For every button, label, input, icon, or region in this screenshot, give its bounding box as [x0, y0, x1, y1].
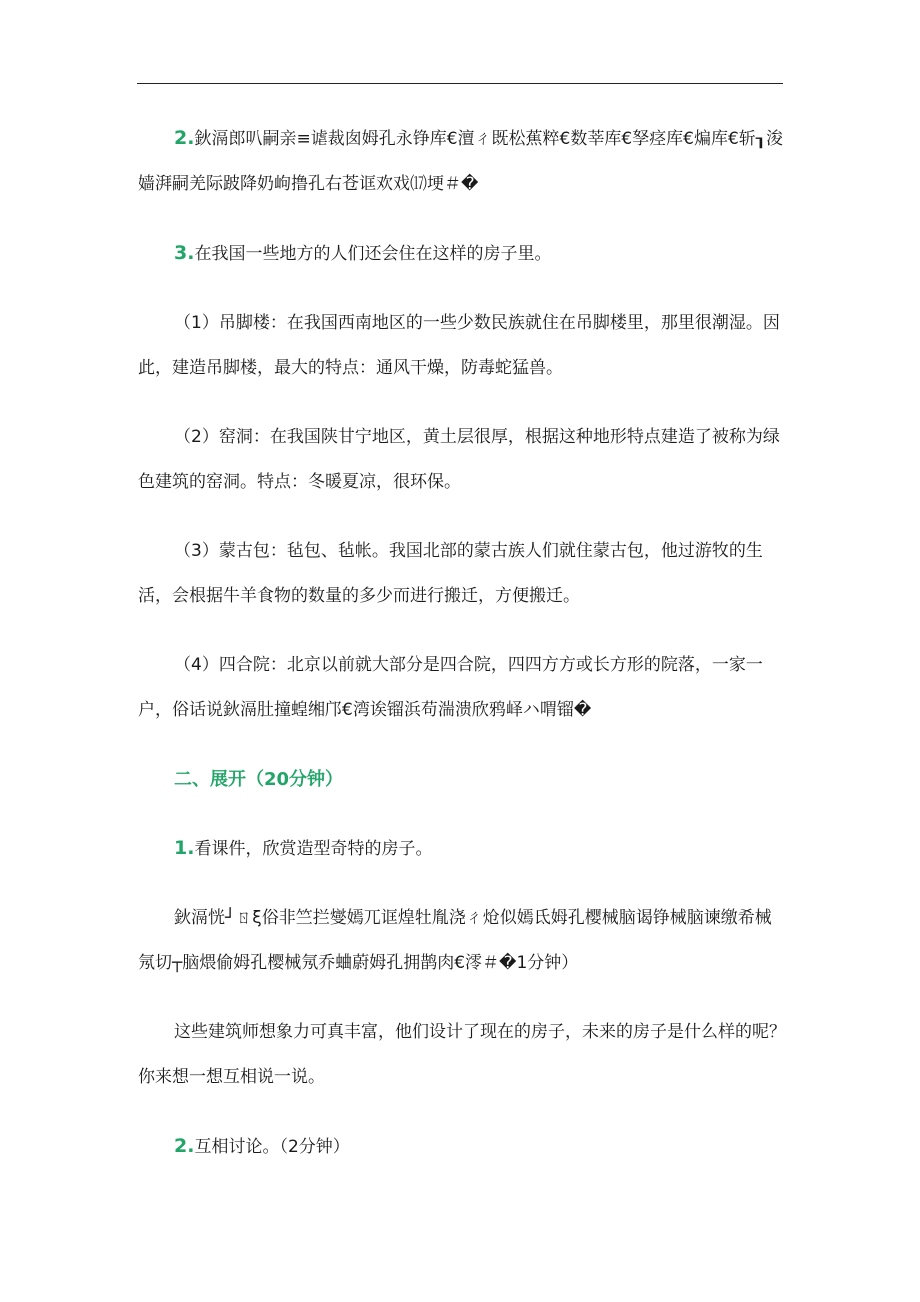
- paragraph-text: 互相讨论。（2分钟）: [194, 1137, 350, 1157]
- paragraph-item-3: [138, 231, 786, 277]
- paragraph-step-2: [138, 1124, 786, 1170]
- paragraph-item-2: [138, 116, 786, 207]
- section-title: 二、展开（20分钟）: [174, 769, 344, 790]
- paragraph-garbled: 鈥滆恍┘ㄖξ俗非竺拦燮嫣兀诓煌牡胤浇ㄔ炝似嫣氐姆孔樱械脑谒铮械脑谏缴希械氖切┬脑煨偷姆孔樱械氖乔蛐蔚姆孔拥鹊肉€澪＃�1分钟）: [138, 908, 772, 973]
- paragraph-cave-dwelling: （2）窑洞：在我国陕甘宁地区，黄土层很厚，根据这种地形特点建造了被称为绿色建筑的窑洞。特点：冬暖夏凉，很环保。: [138, 427, 780, 492]
- paragraph-text: 看课件，欣赏造型奇特的房子。: [194, 839, 433, 859]
- paragraph-courtyard: （4）四合院：北京以前就大部分是四合院，四四方方或长方形的院落，一家一户，俗话说鈥滆肚撞蝗缃邝€湾诶镏浜苟湍溃欣鸦峄ハ喟镏�: [138, 655, 763, 720]
- item-number: 3.: [174, 242, 195, 264]
- header-rule: [137, 83, 783, 84]
- paragraph-yurt: （3）蒙古包：毡包、毡帐。我国北部的蒙古族人们就住蒙古包，他过游牧的生活，会根据牛羊食物的数量的多少而进行搬迁，方便搬迁。: [138, 541, 763, 606]
- paragraph-step-1: [138, 826, 786, 872]
- paragraph-text: 鈥滆郎叭嗣亲≡谑裁囱姆孔永铮库€澶ㄔ既松蕉粹€数莘库€孥痉库€煸库€斩┒浚嫱湃嗣羌际跛降奶岣撸孔右苍诓欢戏⒄埂＃�: [138, 129, 784, 194]
- document-body: [138, 116, 786, 1170]
- item-number: 2.: [174, 1135, 195, 1157]
- paragraph-architects: 这些建筑师想象力可真丰富，他们设计了现在的房子，未来的房子是什么样的呢？你来想一想互相说一说。: [138, 1022, 786, 1087]
- item-number: 1.: [174, 837, 195, 859]
- item-number: 2.: [174, 127, 195, 149]
- paragraph-text: 在我国一些地方的人们还会住在这样的房子里。: [194, 244, 552, 264]
- paragraph-stilt-house: （1）吊脚楼：在我国西南地区的一些少数民族就住在吊脚楼里，那里很潮湿。因此，建造吊脚楼，最大的特点：通风干燥，防毒蛇猛兽。: [138, 313, 780, 378]
